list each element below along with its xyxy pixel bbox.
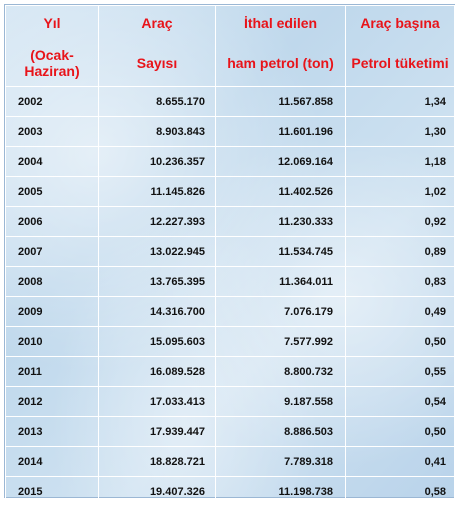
per-vehicle-cell: 1,30 [346,117,455,147]
vehicle-count-cell: 10.236.357 [99,147,216,177]
table-row [6,267,455,297]
per-vehicle-cell: 0,92 [346,207,455,237]
per-vehicle-cell: 1,34 [346,87,455,117]
vehicle-count-cell: 8.903.843 [99,117,216,147]
vehicle-count-cell: 18.828.721 [99,447,216,477]
vehicle-count-cell: 13.022.945 [99,237,216,267]
year-cell: 2007 [6,237,99,267]
vehicle-count-cell: 17.939.447 [99,417,216,447]
vehicle-count-cell: 12.227.393 [99,207,216,237]
imported-crude-cell: 11.534.745 [216,237,346,267]
table-row [6,297,455,327]
per-vehicle-cell: 0,89 [346,237,455,267]
imported-crude-cell: 7.577.992 [216,327,346,357]
imported-crude-cell: 8.886.503 [216,417,346,447]
year-cell: 2010 [6,327,99,357]
per-vehicle-cell: 1,02 [346,177,455,207]
imported-crude-cell: 11.198.738 [216,477,346,507]
table-row [6,417,455,447]
year-cell: 2008 [6,267,99,297]
imported-crude-cell: 9.187.558 [216,387,346,417]
year-cell: 2011 [6,357,99,387]
imported-crude-cell: 11.402.526 [216,177,346,207]
imported-crude-cell: 11.230.333 [216,207,346,237]
year-cell: 2009 [6,297,99,327]
year-cell: 2005 [6,177,99,207]
vehicle-count-cell: 14.316.700 [99,297,216,327]
per-vehicle-cell: 0,54 [346,387,455,417]
vehicle-count-cell: 19.407.326 [99,477,216,507]
table-row [6,177,455,207]
header-year-sub: (Ocak-Haziran) [6,40,99,87]
data-table-panel [4,4,455,498]
table-row [6,147,455,177]
header-per-vehicle-sub: Petrol tüketimi [346,40,455,87]
table-body [6,87,455,507]
header-imported-sub: ham petrol (ton) [216,40,346,87]
year-cell: 2012 [6,387,99,417]
header-year: Yıl [6,6,99,41]
per-vehicle-cell: 0,50 [346,417,455,447]
year-cell: 2014 [6,447,99,477]
imported-crude-cell: 11.364.011 [216,267,346,297]
table-row [6,447,455,477]
year-cell: 2003 [6,117,99,147]
per-vehicle-cell: 0,49 [346,297,455,327]
imported-crude-cell: 11.567.858 [216,87,346,117]
year-cell: 2004 [6,147,99,177]
vehicle-count-cell: 11.145.826 [99,177,216,207]
table-row [6,237,455,267]
vehicle-count-cell: 8.655.170 [99,87,216,117]
imported-crude-cell: 7.789.318 [216,447,346,477]
header-vehicle-sub: Sayısı [99,40,216,87]
header-vehicle: Araç [99,6,216,41]
header-per-vehicle: Araç başına [346,6,455,41]
vehicle-petrol-table [5,5,455,507]
per-vehicle-cell: 0,41 [346,447,455,477]
vehicle-count-cell: 16.089.528 [99,357,216,387]
imported-crude-cell: 12.069.164 [216,147,346,177]
per-vehicle-cell: 0,55 [346,357,455,387]
table-row [6,477,455,507]
table-row [6,207,455,237]
year-cell: 2006 [6,207,99,237]
imported-crude-cell: 11.601.196 [216,117,346,147]
per-vehicle-cell: 0,50 [346,327,455,357]
header-imported: İthal edilen [216,6,346,41]
table-row [6,327,455,357]
year-cell: 2015 [6,477,99,507]
table-row [6,117,455,147]
imported-crude-cell: 8.800.732 [216,357,346,387]
vehicle-count-cell: 13.765.395 [99,267,216,297]
per-vehicle-cell: 1,18 [346,147,455,177]
header-row-2 [6,40,455,87]
table-row [6,87,455,117]
per-vehicle-cell: 0,83 [346,267,455,297]
year-cell: 2013 [6,417,99,447]
vehicle-count-cell: 15.095.603 [99,327,216,357]
table-row [6,387,455,417]
header-row-1 [6,6,455,41]
imported-crude-cell: 7.076.179 [216,297,346,327]
table-row [6,357,455,387]
vehicle-count-cell: 17.033.413 [99,387,216,417]
year-cell: 2002 [6,87,99,117]
per-vehicle-cell: 0,58 [346,477,455,507]
